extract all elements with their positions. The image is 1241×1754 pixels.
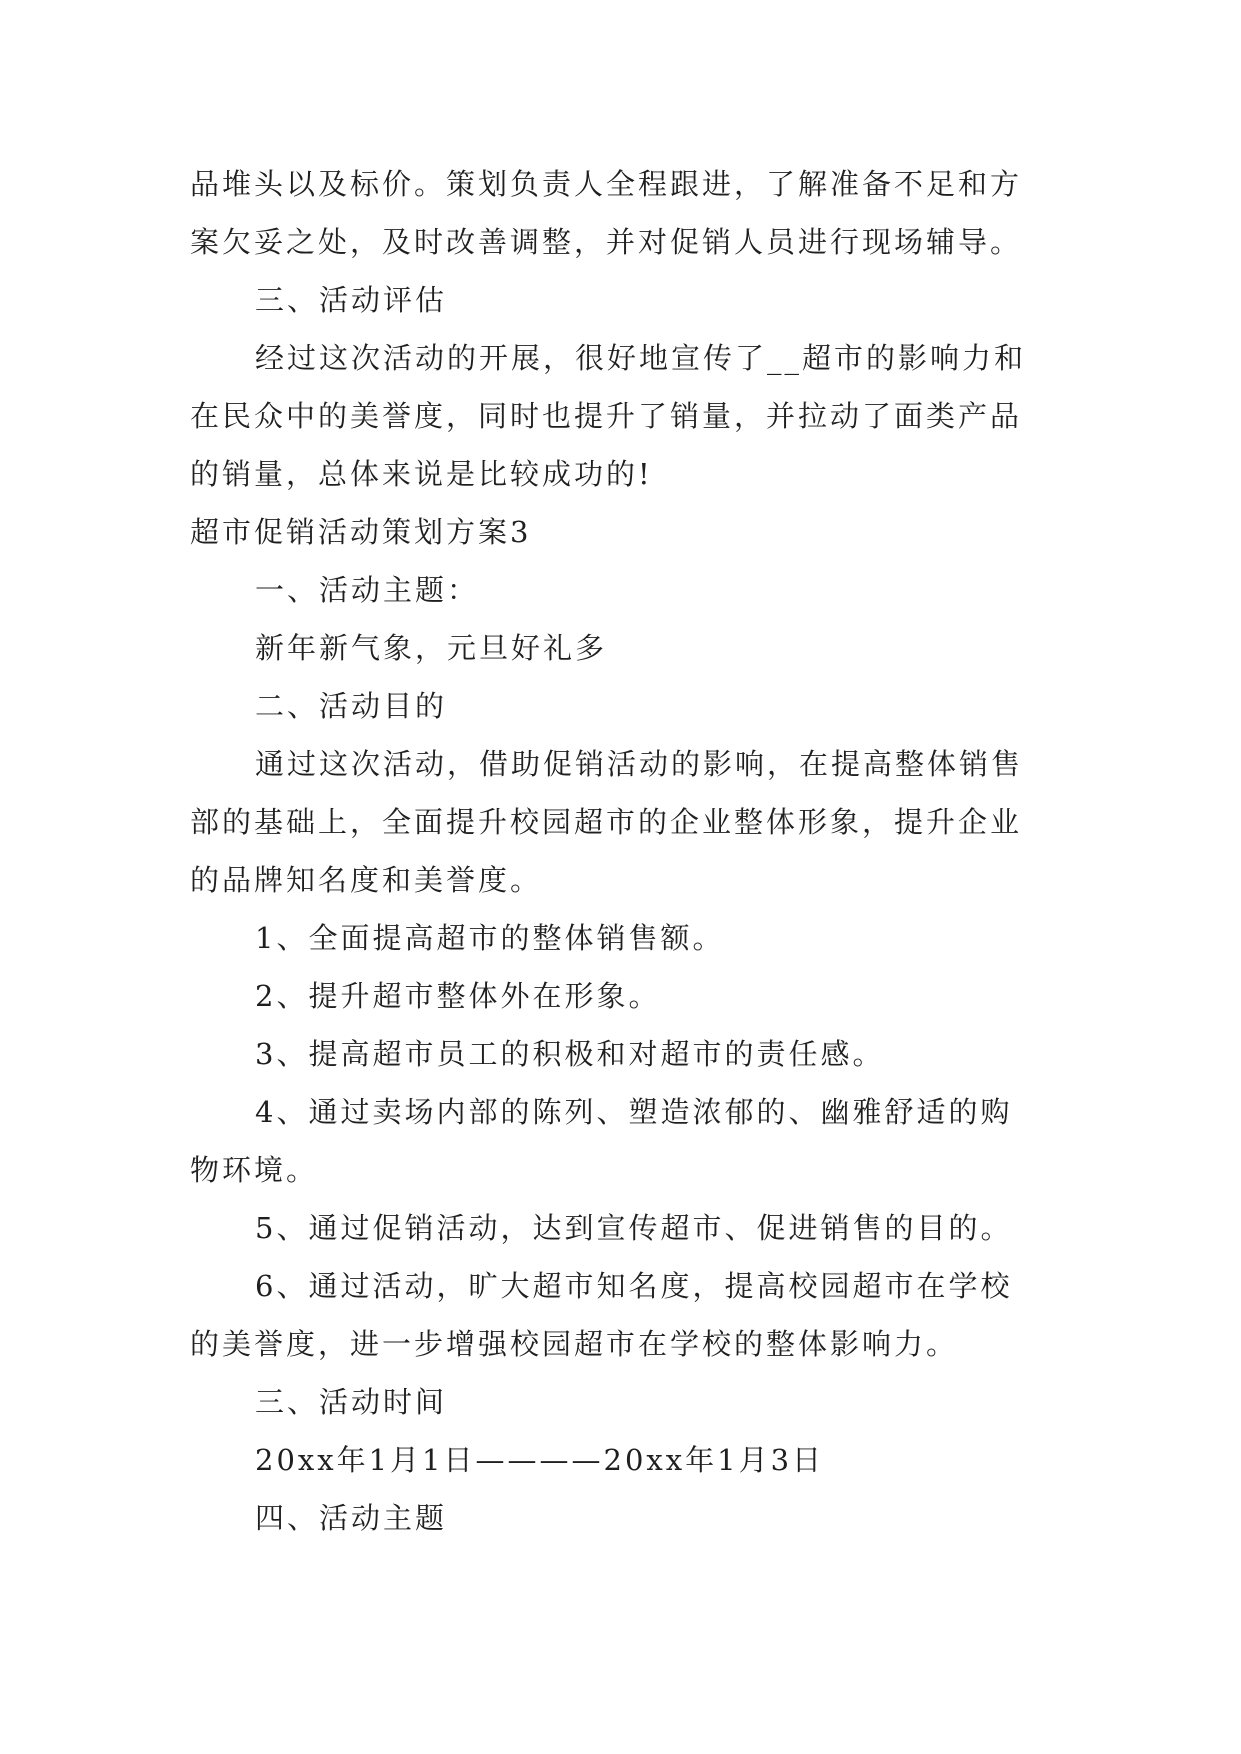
paragraph-line: 通过这次活动，借助促销活动的影响，在提高整体销售: [255, 747, 1024, 781]
section-heading: 三、活动评估: [255, 283, 448, 317]
paragraph-line: 新年新气象，元旦好礼多: [255, 631, 608, 665]
paragraph-line: 20xx年1月1日————20xx年1月3日: [255, 1443, 825, 1477]
paragraph-line: 在民众中的美誉度，同时也提升了销量，并拉动了面类产品: [190, 399, 1023, 433]
section-heading: 三、活动时间: [255, 1385, 448, 1419]
list-item: 5、通过促销活动，达到宣传超市、促进销售的目的。: [255, 1211, 1013, 1245]
paragraph-line: 的品牌知名度和美誉度。: [190, 863, 543, 897]
section-heading: 四、活动主题: [255, 1501, 448, 1535]
document-title: 超市促销活动策划方案3: [190, 515, 532, 549]
list-item: 1、全面提高超市的整体销售额。: [255, 921, 725, 955]
document-body: [190, 155, 1070, 1547]
section-heading: 二、活动目的: [255, 689, 448, 723]
paragraph-line: 的销量，总体来说是比较成功的!: [190, 457, 653, 491]
list-item: 3、提高超市员工的积极和对超市的责任感。: [255, 1037, 885, 1071]
paragraph-line: 品堆头以及标价。策划负责人全程跟进，了解准备不足和方: [190, 167, 1023, 201]
paragraph-line: 经过这次活动的开展，很好地宣传了__超市的影响力和: [255, 341, 1027, 375]
paragraph-line: 的美誉度，进一步增强校园超市在学校的整体影响力。: [190, 1327, 959, 1361]
section-heading: 一、活动主题：: [255, 573, 480, 607]
list-item: 4、通过卖场内部的陈列、塑造浓郁的、幽雅舒适的购: [255, 1095, 1013, 1129]
paragraph-line: 物环境。: [190, 1153, 319, 1187]
paragraph-line: 部的基础上，全面提升校园超市的企业整体形象，提升企业: [190, 805, 1023, 839]
list-item: 2、提升超市整体外在形象。: [255, 979, 661, 1013]
paragraph-line: 案欠妥之处，及时改善调整，并对促销人员进行现场辅导。: [190, 225, 1023, 259]
list-item: 6、通过活动，旷大超市知名度，提高校园超市在学校: [255, 1269, 1013, 1303]
